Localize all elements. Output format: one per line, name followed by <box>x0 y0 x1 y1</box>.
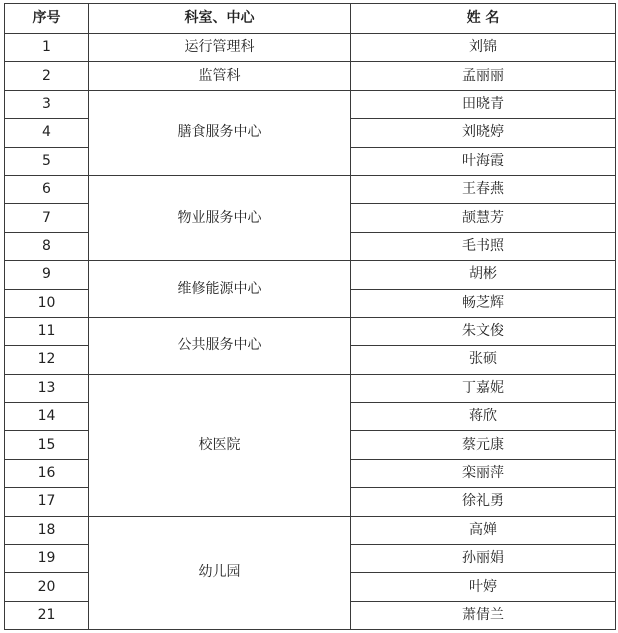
person-name: 刘锦 <box>351 34 616 62</box>
row-number: 19 <box>5 545 89 573</box>
person-name: 张硕 <box>351 346 616 374</box>
department-cell: 幼儿园 <box>89 516 351 630</box>
department-cell: 运行管理科 <box>89 34 351 62</box>
person-name: 毛书照 <box>351 232 616 260</box>
roster-body <box>5 34 616 630</box>
header-name: 姓 名 <box>351 4 616 34</box>
row-number: 9 <box>5 261 89 289</box>
person-name: 徐礼勇 <box>351 488 616 516</box>
person-name: 高婵 <box>351 516 616 544</box>
header-number: 序号 <box>5 4 89 34</box>
person-name: 蒋欣 <box>351 403 616 431</box>
department-cell: 监管科 <box>89 62 351 90</box>
department-cell: 膳食服务中心 <box>89 90 351 175</box>
header-department: 科室、中心 <box>89 4 351 34</box>
department-cell: 公共服务中心 <box>89 317 351 374</box>
department-cell: 物业服务中心 <box>89 175 351 260</box>
row-number: 14 <box>5 403 89 431</box>
row-number: 6 <box>5 175 89 203</box>
row-number: 10 <box>5 289 89 317</box>
person-name: 叶海霞 <box>351 147 616 175</box>
person-name: 刘晓婷 <box>351 119 616 147</box>
table-row <box>5 175 616 203</box>
person-name: 孟丽丽 <box>351 62 616 90</box>
person-name: 蔡元康 <box>351 431 616 459</box>
person-name: 朱文俊 <box>351 317 616 345</box>
table-row <box>5 34 616 62</box>
table-row <box>5 516 616 544</box>
person-name: 畅芝辉 <box>351 289 616 317</box>
row-number: 21 <box>5 601 89 629</box>
person-name: 王春燕 <box>351 175 616 203</box>
person-name: 颉慧芳 <box>351 204 616 232</box>
table-row <box>5 317 616 345</box>
person-name: 胡彬 <box>351 261 616 289</box>
row-number: 8 <box>5 232 89 260</box>
row-number: 17 <box>5 488 89 516</box>
row-number: 7 <box>5 204 89 232</box>
row-number: 5 <box>5 147 89 175</box>
table-row <box>5 374 616 402</box>
row-number: 4 <box>5 119 89 147</box>
row-number: 13 <box>5 374 89 402</box>
person-name: 叶婷 <box>351 573 616 601</box>
table-row <box>5 261 616 289</box>
table-row <box>5 62 616 90</box>
person-name: 孙丽娟 <box>351 545 616 573</box>
table-row <box>5 90 616 118</box>
row-number: 12 <box>5 346 89 374</box>
person-name: 栾丽萍 <box>351 459 616 487</box>
roster-table <box>4 3 616 630</box>
department-cell: 维修能源中心 <box>89 261 351 318</box>
row-number: 11 <box>5 317 89 345</box>
row-number: 20 <box>5 573 89 601</box>
row-number: 3 <box>5 90 89 118</box>
header-row <box>5 4 616 34</box>
row-number: 1 <box>5 34 89 62</box>
person-name: 丁嘉妮 <box>351 374 616 402</box>
person-name: 萧倩兰 <box>351 601 616 629</box>
department-cell: 校医院 <box>89 374 351 516</box>
row-number: 2 <box>5 62 89 90</box>
person-name: 田晓青 <box>351 90 616 118</box>
row-number: 16 <box>5 459 89 487</box>
row-number: 15 <box>5 431 89 459</box>
row-number: 18 <box>5 516 89 544</box>
